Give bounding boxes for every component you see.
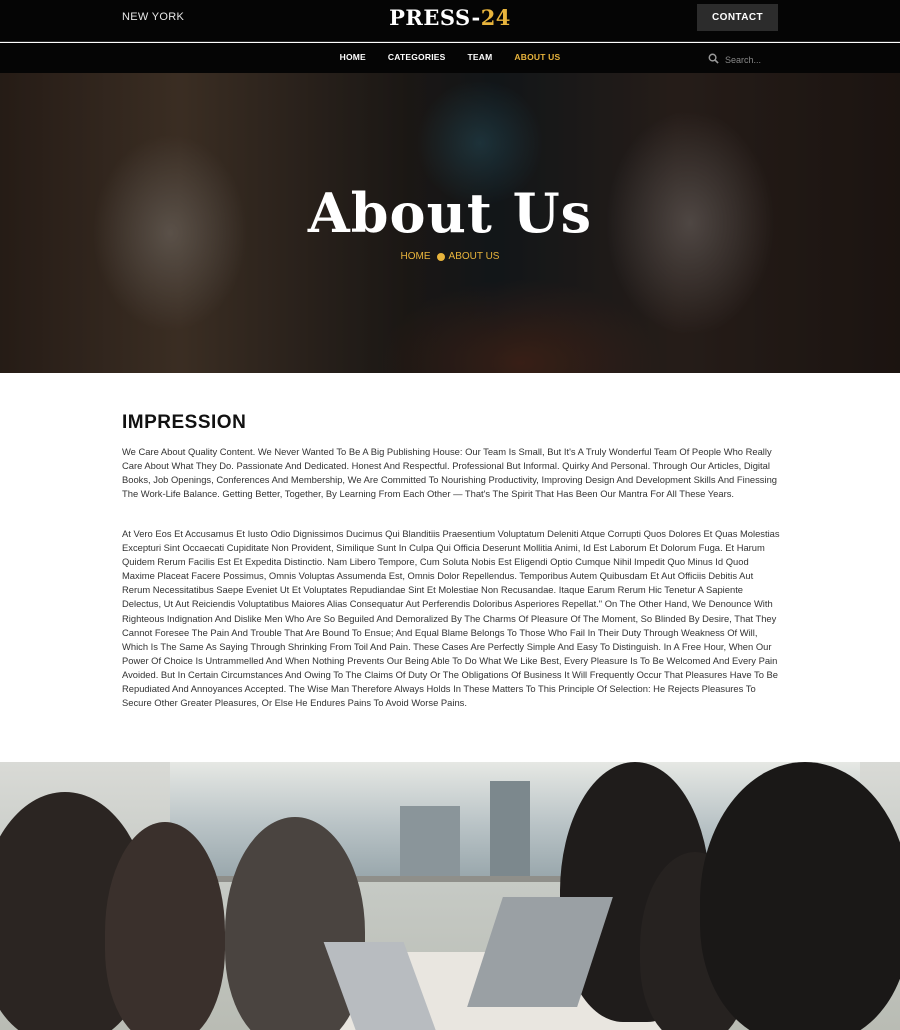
contact-button[interactable]: CONTACT xyxy=(697,4,778,31)
body-paragraph: At Vero Eos Et Accusamus Et Iusto Odio Dignissimos Ducimus Qui Blanditiis Praesentium Voluptatum Deleniti Atque Corrupti Quos Dolores Et Quas Molestias Excepturi Sint Occaecati Cupiditate Non Provident, Similique Sunt In Culpa Qui Officia Deserunt Mollitia Animi, Id Est Laborum Et Dolorum Fuga. Et Harum Quidem Rerum Facilis Est Et Expedita Distinctio. Nam Libero Tempore, Cum Soluta Nobis Est Eligendi Optio Cumque Nihil Impedit Quo Minus Id Quod Maxime Placeat Facere Possimus, Omnis Voluptas Assumenda Est, Omnis Dolor Repellendus. Temporibus Autem Quibusdam Et Aut Officiis Debitis Aut Rerum Necessitatibus Saepe Eveniet Ut Et Voluptates Repudiandae Sint Et Molestiae Non Recusandae. Itaque Earum Rerum Hic Tenetur A Sapiente Delectus, Ut Aut Reiciendis Voluptatibus Maiores Alias Consequatur Aut Perferendis Doloribus Asperiores Repellat." On The Other Hand, We Denounce With Righteous Indignation And Dislike Men Who Are So Beguiled And Demoralized By The Charms Of Pleasure Of The Moment, So Blinded By Desire, That They Cannot Foresee The Pain And Trouble That Are Bound To Ensue; And Equal Blame Belongs To Those Who Fail In Their Duty Through Weakness Of Will, Which Is The Same As Saying Through Shrinking From Toil And Pain. These Cases Are Perfectly Simple And Easy To Distinguish. In A Free Hour, When Our Power Of Choice Is Untrammelled And When Nothing Prevents Our Being Able To Do What We Like Best, Every Pleasure Is To Be Welcomed And Every Pain Avoided. But In Certain Circumstances And Owing To The Claims Of Duty Or The Obligations Of Business It Will Frequently Occur That Pleasures Have To Be Repudiated And Annoyances Accepted. The Wise Man Therefore Always Holds In These Matters To This Principle Of Selection: He Rejects Pleasures To Secure Other Greater Pleasures, Or Else He Endures Pains To Avoid Worse Pains. xyxy=(122,528,780,709)
nav-item-home[interactable]: HOME xyxy=(339,52,366,62)
team-photo xyxy=(0,762,900,1030)
nav-item-team[interactable]: TEAM xyxy=(467,52,493,62)
breadcrumb-home[interactable]: HOME xyxy=(400,251,431,262)
nav-item-categories[interactable]: CATEGORIES xyxy=(387,52,446,62)
breadcrumb-current: ABOUT US xyxy=(448,251,500,262)
section-title: IMPRESSION xyxy=(122,412,247,433)
city-label: NEW YORK xyxy=(122,11,185,23)
logo-main: PRESS- xyxy=(389,5,481,30)
window-building xyxy=(490,781,530,876)
logo-accent: 24 xyxy=(480,5,511,30)
search-input[interactable] xyxy=(725,55,795,65)
person-figure xyxy=(105,822,225,1030)
search-icon[interactable] xyxy=(708,51,719,69)
nav-item-about-us[interactable]: ABOUT US xyxy=(514,52,561,62)
breadcrumb-separator-dot-icon xyxy=(437,253,445,261)
breadcrumb xyxy=(0,251,900,262)
hero-title: About Us xyxy=(307,181,593,245)
hero-banner xyxy=(0,73,900,373)
search-box xyxy=(708,51,795,69)
main-nav-bar xyxy=(0,43,900,73)
window-building xyxy=(400,806,460,876)
person-figure xyxy=(700,762,900,1030)
intro-paragraph: We Care About Quality Content. We Never Wanted To Be A Big Publishing House: Our Team Is Small, But It's A Truly Wonderful Team Of People Who Really Care About What They Do. Passionate And Dedicated. Honest And Respectful. Professional But Informal. Quirky And Personal. Through Our Articles, Digital Books, Job Openings, Conferences And Membership, We Are Committed To Nourishing Productivity, Improving Design And Development Skills And Finessing The Work-Life Balance. Getting Better, Together, By Learning From Each Other — That's The Spirit That Has Been Our Mantra For All These Years. xyxy=(122,446,778,500)
top-bar xyxy=(0,0,900,42)
